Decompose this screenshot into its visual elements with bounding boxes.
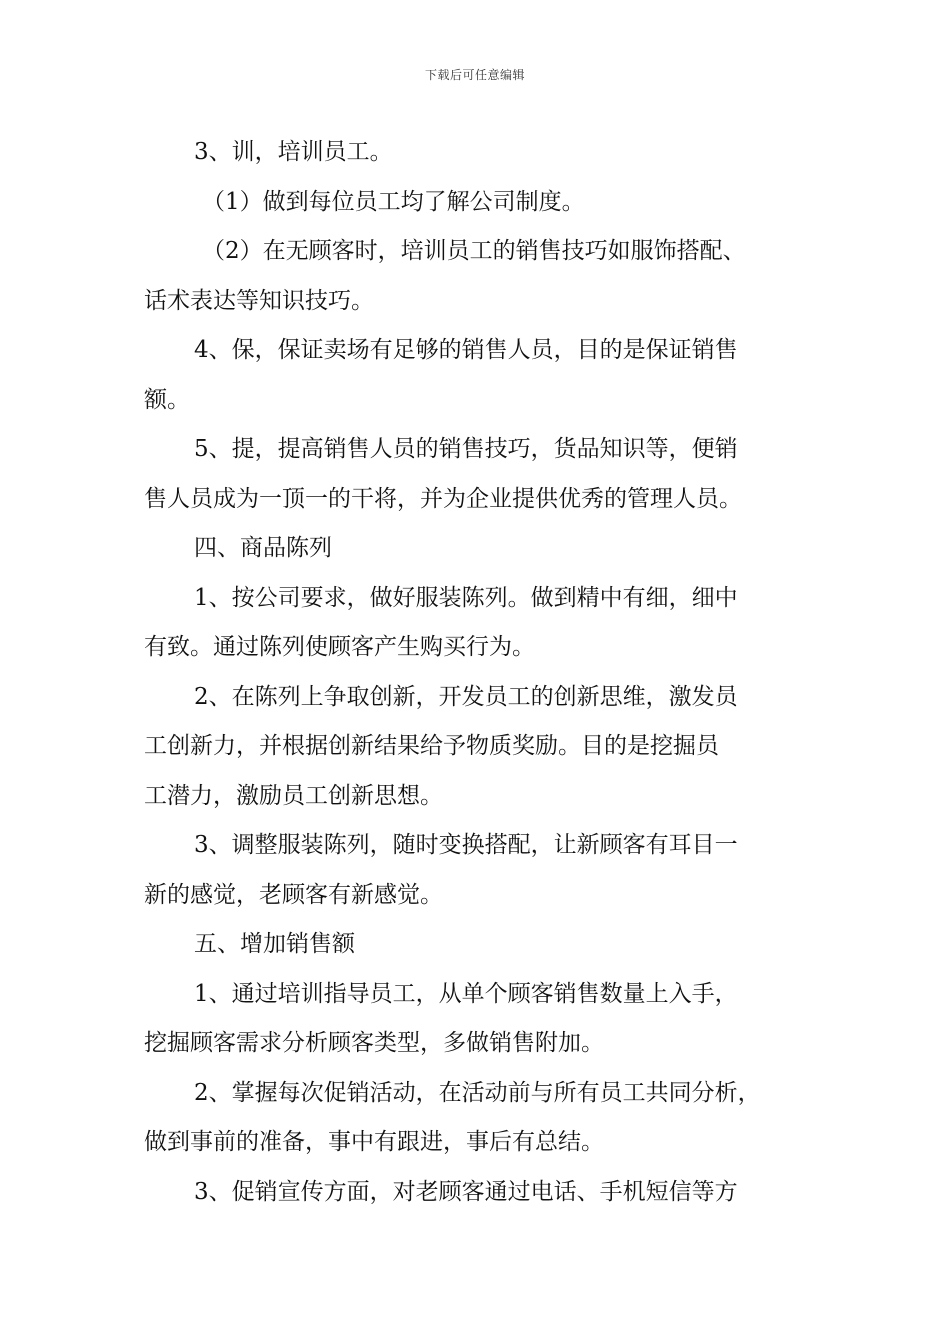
paragraph-line: 售人员成为一顶一的干将，并为企业提供优秀的管理人员。	[144, 485, 742, 512]
paragraph-line: 有致。通过陈列使顾客产生购买行为。	[144, 634, 535, 660]
paragraph-line: 1、通过培训指导员工，从单个顾客销售数量上入手，	[194, 980, 738, 1007]
paragraph-line: 挖掘顾客需求分析顾客类型，多做销售附加。	[144, 1030, 604, 1056]
paragraph-line: 3、训，培训员工。	[194, 139, 393, 165]
page-header: 下载后可任意编辑	[424, 68, 525, 82]
paragraph-line: 4、保，保证卖场有足够的销售人员，目的是保证销售	[194, 337, 738, 363]
paragraph-line: （2）在无顾客时，培训员工的销售技巧如服饰搭配、	[202, 238, 746, 264]
paragraph-line: 3、促销宣传方面，对老顾客通过电话、手机短信等方	[194, 1178, 738, 1205]
paragraph-line: 额。	[144, 386, 190, 413]
paragraph-line: （1）做到每位员工均了解公司制度。	[202, 188, 585, 215]
paragraph-line: 话术表达等知识技巧。	[144, 287, 374, 314]
paragraph-line: 2、在陈列上争取创新，开发员工的创新思维，激发员	[194, 683, 738, 710]
paragraph-line: 做到事前的准备，事中有跟进，事后有总结。	[144, 1129, 604, 1155]
section-heading: 五、增加销售额	[194, 931, 355, 957]
paragraph-line: 工创新力，并根据创新结果给予物质奖励。目的是挖掘员	[144, 733, 719, 759]
paragraph-line: 2、掌握每次促销活动，在活动前与所有员工共同分析，	[194, 1079, 761, 1106]
section-heading: 四、商品陈列	[194, 535, 332, 561]
paragraph-line: 1、按公司要求，做好服装陈列。做到精中有细，细中	[194, 584, 738, 611]
paragraph-line: 新的感觉，老顾客有新感觉。	[144, 881, 443, 908]
paragraph-line: 3、调整服装陈列，随时变换搭配，让新顾客有耳目一	[194, 832, 738, 858]
document-body	[144, 128, 812, 1217]
paragraph-line: 工潜力，激励员工创新思想。	[144, 782, 443, 809]
paragraph-line: 5、提，提高销售人员的销售技巧，货品知识等，便销	[194, 436, 738, 462]
